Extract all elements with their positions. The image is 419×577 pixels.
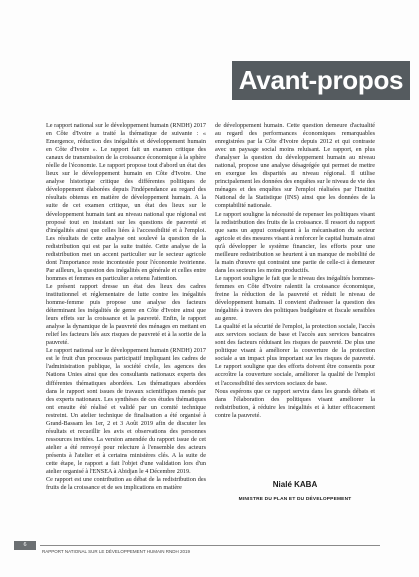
right-column — [215, 122, 375, 420]
paragraph: Ce rapport est une contribution au débat de la redistribution des fruits de la croissance et de ses implications en matière — [46, 476, 206, 492]
paragraph: de développement humain. Cette question demeure d'actualité au regard des performances économiques remarquables enregistrées par la Côte d'Ivoire depuis 2012 et qui contraste avec un paysage social moins reluisant. Le rapport, en plus d'analyser la question du développement humain au niveau national, propose une analyse désagrégée qui permet de mettre en exergue les disparités au niveau régional. Il utilise principalement les données des enquêtes sur le niveau de vie des ménages et des enquêtes sur l'emploi réalisées par l'Institut National de la Statistique (INS) ainsi que les données de la comptabilité nationale. — [215, 122, 375, 210]
paragraph: Nous espérons que ce rapport servira dans les grands débats et dans l'élaboration des politiques visant améliorer la redistribution, à réduire les inégalités et à lutter efficacement contre la pauvreté. — [215, 387, 375, 419]
signatory-title: MINISTRE DU PLAN ET DU DÉVELOPPEMENT — [238, 497, 352, 502]
paragraph: Le rapport national sur le développement humain (RNDH) 2017 est le fruit d'un processus participatif impliquant les cadres de l'administration publique, la société civile, les agences des Nations Unies ainsi que des consultants nationaux experts des différentes thématiques abordées. Les thématiques abordées dans le rapport sont issues de travaux scientifiques menés par des experts nationaux. Les synthèses de ces études thématiques ont ensuite été réalisé et validé par un comité technique restreint. Un atelier technique de finalisation a été organisé à Grand-Bassam les 1er, 2 et 3 Août 2019 afin de discuter les résultats et recueillir les avis et observations des personnes ressources invitées. La version amendée du rapport issue de cet atelier a été renvoyé pour relecture à l'ensemble des acteurs présents à l'atelier et à certains ministères clés. A la suite de cette étape, le rapport a fait l'objet d'une validation lors d'un atelier organisé à l'ENSEA à Abidjan le 4 Décembre 2019. — [46, 347, 206, 476]
footer-divider — [40, 545, 380, 546]
left-column — [46, 122, 206, 492]
title-band — [232, 61, 410, 100]
paragraph: Le rapport national sur le développement humain (RNDH) 2017 en Côte d'Ivoire a traité la thématique de suivante : « Emergence, réduction des inégalités et développement humain en Côte d'Ivoire ». Le rapport fait un examen critique des canaux de transmission de la croissance économique à la sphère réelle de l'économie. Le rapport propose tout d'abord un état des lieux sur le développement humain en Côte d'Ivoire. Une analyse historique critique des différentes politiques de développement élaborées depuis l'indépendance au regard des résultats obtenus en matière de développement humain. A la suite de cet examen critique, un état des lieux sur le développement humain tant au niveau national que régional est proposé tout en insistant sur les questions de pauvreté et d'inégalités ainsi que celles liées à l'accessibilité et à l'emploi. Les résultats de cette analyse ont soulevé la question de la redistribution qui est par la suite traitée. Cette analyse de la redistribution met un accent particulier sur le secteur agricole dont l'importance reste incontestée pour l'économie ivoirienne. Par ailleurs, la question des inégalités en générale et celles entre hommes et femmes en particulier a retenu l'attention. — [46, 122, 206, 282]
page-number: 6 — [14, 541, 36, 550]
footer-text: RAPPORT NATIONAL SUR LE DÉVELOPPEMENT HUMAIN RNDH 2019 — [42, 549, 191, 554]
paragraph: Le rapport souligne le fait que le niveau des inégalités hommes-femmes en Côte d'Ivoire ralentit la croissance économique, freine la réduction de la pauvreté et réduit le niveau de développement humain. Il convient d'adresser la question des inégalités à travers des politiques budgétaire et fiscale sensibles au genre. — [215, 274, 375, 323]
page-title: Avant-propos — [238, 65, 404, 95]
signatory-name: Nialé KABA — [272, 480, 318, 489]
paragraph: La qualité et la sécurité de l'emploi, la protection sociale, l'accès aux services sociaux de base et l'accès aux services bancaires sont des facteurs réduisant les risques de pauvreté. De plus une politique visant à améliorer la couverture de la protection sociale a un impact plus important sur les risques de pauvreté. Le rapport souligne que des efforts doivent être consentis pour accroître la couverture sociale, améliorer la qualité de l'emploi et l'accessibilité des services sociaux de base. — [215, 323, 375, 387]
paragraph: Le rapport souligne la nécessité de repenser les politiques visant la redistribution des fruits de la croissance. Il ressort du rapport que sans un appui conséquent à la mécanisation du secteur agricole et des mesures visant à renforcer le capital humain ainsi qu'à développer le système financier, les efforts pour une meilleure redistribution se heurtent à un manque de mobilité de la main d'œuvre qui contraint une partie de celle-ci à demeurer dans les secteurs les moins productifs. — [215, 210, 375, 274]
paragraph: Le présent rapport dresse un état des lieux des cadres institutionnel et réglementaire de lutte contre les inégalités homme-femme puis propose une analyse des facteurs déterminant les inégalités de genre en Côte d'Ivoire ainsi que leurs effets sur la croissance et la pauvreté. Enfin, le rapport analyse la dynamique de la pauvreté des ménages en mettant en relief les facteurs liés aux risques de pauvreté et à la sortie de la pauvreté. — [46, 282, 206, 347]
